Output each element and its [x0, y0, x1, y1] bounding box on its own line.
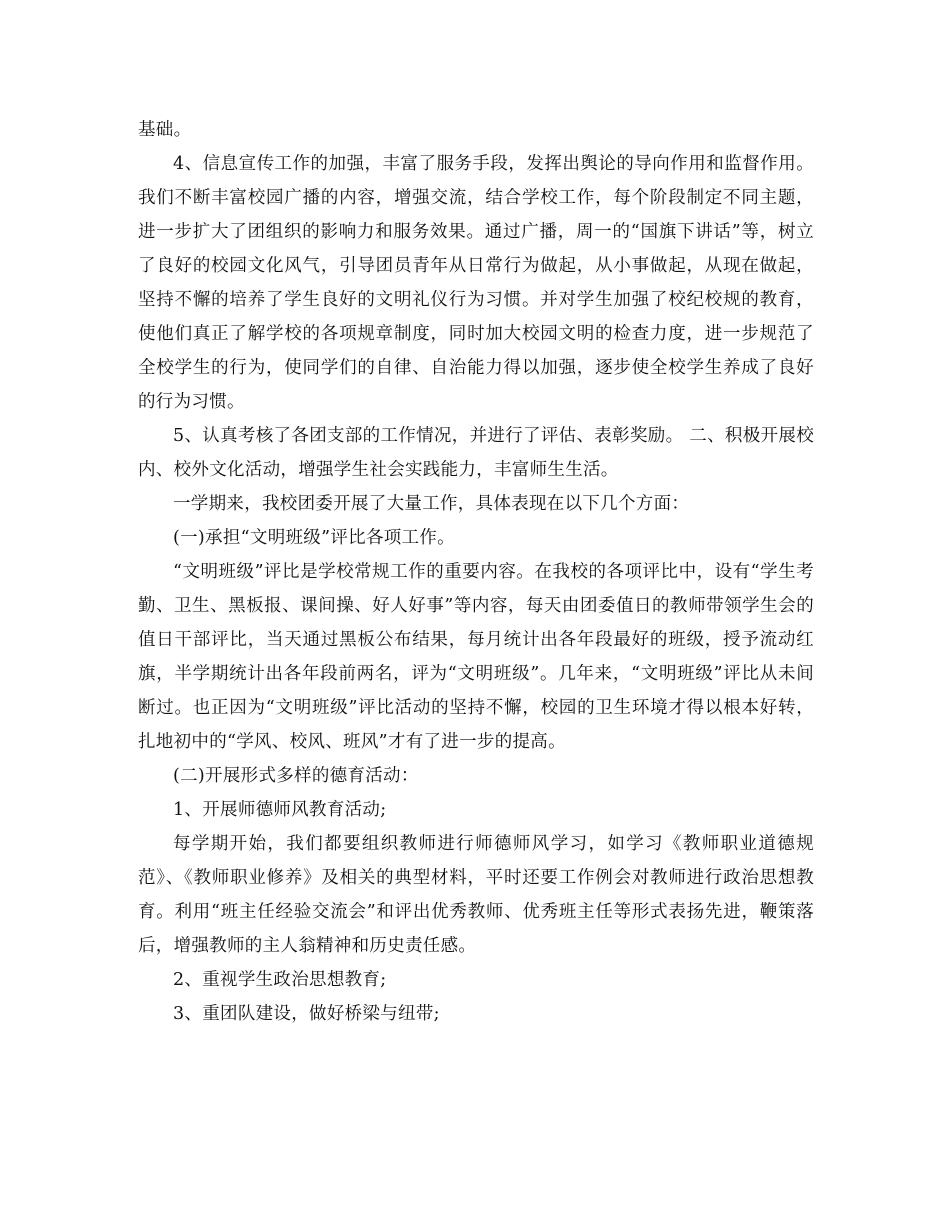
list-item-student-education: 2、重视学生政治思想教育; — [173, 970, 387, 990]
section-heading-civilized-class: (一)承担“文明班级”评比各项工作。 — [173, 528, 455, 548]
paragraph-continuation: 基础。 — [138, 120, 192, 140]
paragraph-semester-summary: 一学期来，我校团委开展了大量工作，具体表现在以下几个方面： — [173, 494, 690, 514]
section-heading-moral-activities: (二)开展形式多样的德育活动： — [173, 766, 419, 786]
list-item-teacher-ethics: 1、开展师德师风教育活动; — [173, 800, 387, 820]
paragraph-item-5-assessment: 5、认真考核了各团支部的工作情况，并进行了评估、表彰奖励。 二、积极开展校内、校外文化活动，增强学生社会实践能力，丰富师生生活。 — [138, 426, 814, 480]
paragraph-teacher-ethics: 每学期开始，我们都要组织教师进行师德师风学习，如学习《教师职业道德规范》、《教师职业修养》及相关的典型材料，平时还要工作例会对教师进行政治思想教育。利用“班主任经验交流会”和评出优秀教师、优秀班主任等形式表扬先进，鞭策落后，增强教师的主人翁精神和历史责任感。 — [138, 834, 814, 956]
paragraph-item-4-publicity: 4、信息宣传工作的加强，丰富了服务手段，发挥出舆论的导向作用和监督作用。 我们不断丰富校园广播的内容，增强交流，结合学校工作，每个阶段制定不同主题，进一步扩大了团组织的影响力和服务效果。通过广播，周一的“国旗下讲话”等，树立了良好的校园文化风气，引导团员青年从日常行为做起，从小事做起，从现在做起，坚持不懈的培养了学生良好的文明礼仪行为习惯。并对学生加强了校纪校规的教育，使他们真正了解学校的各项规章制度，同时加大校园文明的检查力度，进一步规范了全校学生的行为，使同学们的自律、自治能力得以加强，逐步使全校学生养成了良好的行为习惯。 — [138, 154, 814, 412]
list-item-team-building: 3、重团队建设，做好桥梁与纽带; — [173, 1004, 440, 1024]
document-body — [138, 113, 814, 1031]
paragraph-civilized-class: “文明班级”评比是学校常规工作的重要内容。在我校的各项评比中，设有“学生考勤、卫生、黑板报、课间操、好人好事”等内容，每天由团委值日的教师带领学生会的值日干部评比，当天通过黑板公布结果，每月统计出各年段最好的班级，授予流动红旗，半学期统计出各年段前两名，评为“文明班级”。几年来，“文明班级”评比从未间断过。也正因为“文明班级”评比活动的坚持不懈，校园的卫生环境才得以根本好转，扎地初中的“学风、校风、班风”才有了进一步的提高。 — [138, 562, 814, 752]
